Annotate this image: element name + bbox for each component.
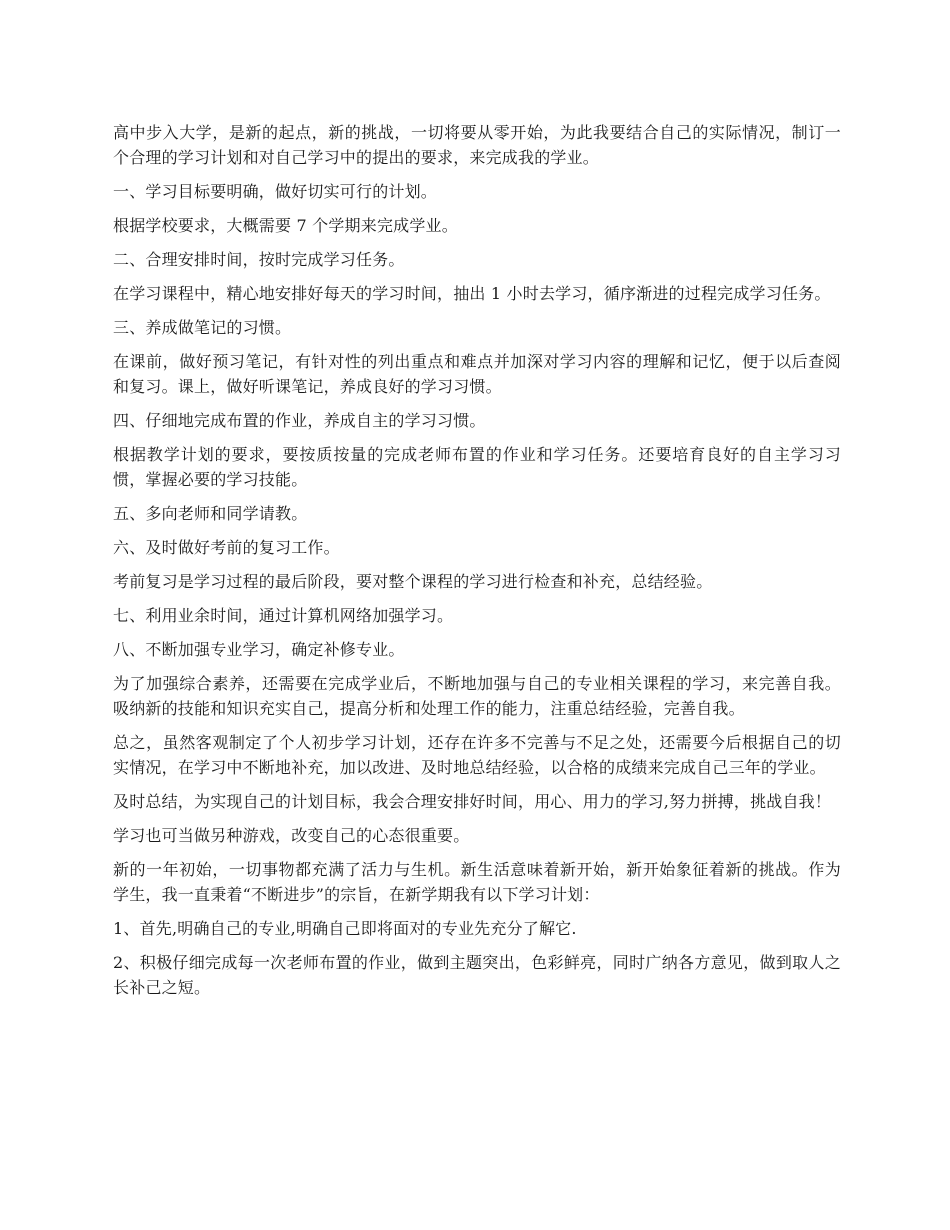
paragraph-homework: 根据教学计划的要求，要按质按量的完成老师布置的作业和学习任务。还要培育良好的自主学习习惯，掌握必要的学习技能。	[113, 445, 841, 489]
paragraph-intro: 高中步入大学，是新的起点，新的挑战，一切将要从零开始，为此我要结合自己的实际情况，制订一个合理的学习计划和对自己学习中的提出的要求，来完成我的学业。	[113, 123, 841, 167]
list-item-2: 2、积极仔细完成每一次老师布置的作业，做到主题突出，色彩鲜亮，同时广纳各方意见，做到取人之长补己之短。	[113, 953, 841, 997]
paragraph-goal: 根据学校要求，大概需要 7 个学期来完成学业。	[113, 216, 458, 235]
paragraph-new-year: 新的一年初始，一切事物都充满了活力与生机。新生活意味着新开始，新开始象征着新的挑战。作为学生，我一直秉着“不断进步”的宗旨，在新学期我有以下学习计划：	[113, 860, 841, 904]
paragraph-summary: 总之，虽然客观制定了个人初步学习计划，还存在许多不完善与不足之处，还需要今后根据自己的切实情况，在学习中不断地补充，加以改进、及时地总结经验，以合格的成绩来完成自己三年的学业。	[113, 733, 841, 777]
paragraph-game: 学习也可当做另种游戏，改变自己的心态很重要。	[113, 826, 470, 845]
list-item-1: 1、首先,明确自己的专业,明确自己即将面对的专业先充分了解它.	[113, 919, 577, 938]
paragraph-time: 在学习课程中，精心地安排好每天的学习时间，抽出 1 小时去学习，循序渐进的过程完成学习任务。	[113, 284, 831, 303]
heading-time: 二、合理安排时间，按时完成学习任务。	[113, 250, 405, 269]
heading-review: 六、及时做好考前的复习工作。	[113, 538, 340, 557]
paragraph-review: 考前复习是学习过程的最后阶段，要对整个课程的学习进行检查和补充，总结经验。	[113, 572, 713, 591]
paragraph-conclusion: 及时总结，为实现自己的计划目标，我会合理安排好时间，用心、用力的学习,努力拼搏，挑战自我！	[113, 792, 832, 811]
heading-goal: 一、学习目标要明确，做好切实可行的计划。	[113, 182, 438, 201]
heading-notes: 三、养成做笔记的习惯。	[113, 318, 292, 337]
heading-network: 七、利用业余时间，通过计算机网络加强学习。	[113, 606, 454, 625]
document-body	[113, 120, 841, 1009]
paragraph-major: 为了加强综合素养，还需要在完成学业后，不断地加强与自己的专业相关课程的学习，来完善自我。吸纳新的技能和知识充实自己，提高分析和处理工作的能力，注重总结经验，完善自我。	[113, 674, 841, 718]
paragraph-notes: 在课前，做好预习笔记，有针对性的列出重点和难点并加深对学习内容的理解和记忆，便于以后查阅和复习。课上，做好听课笔记，养成良好的学习习惯。	[113, 352, 841, 396]
heading-ask: 五、多向老师和同学请教。	[113, 504, 308, 523]
heading-major: 八、不断加强专业学习，确定补修专业。	[113, 640, 405, 659]
heading-homework: 四、仔细地完成布置的作业，养成自主的学习习惯。	[113, 411, 486, 430]
